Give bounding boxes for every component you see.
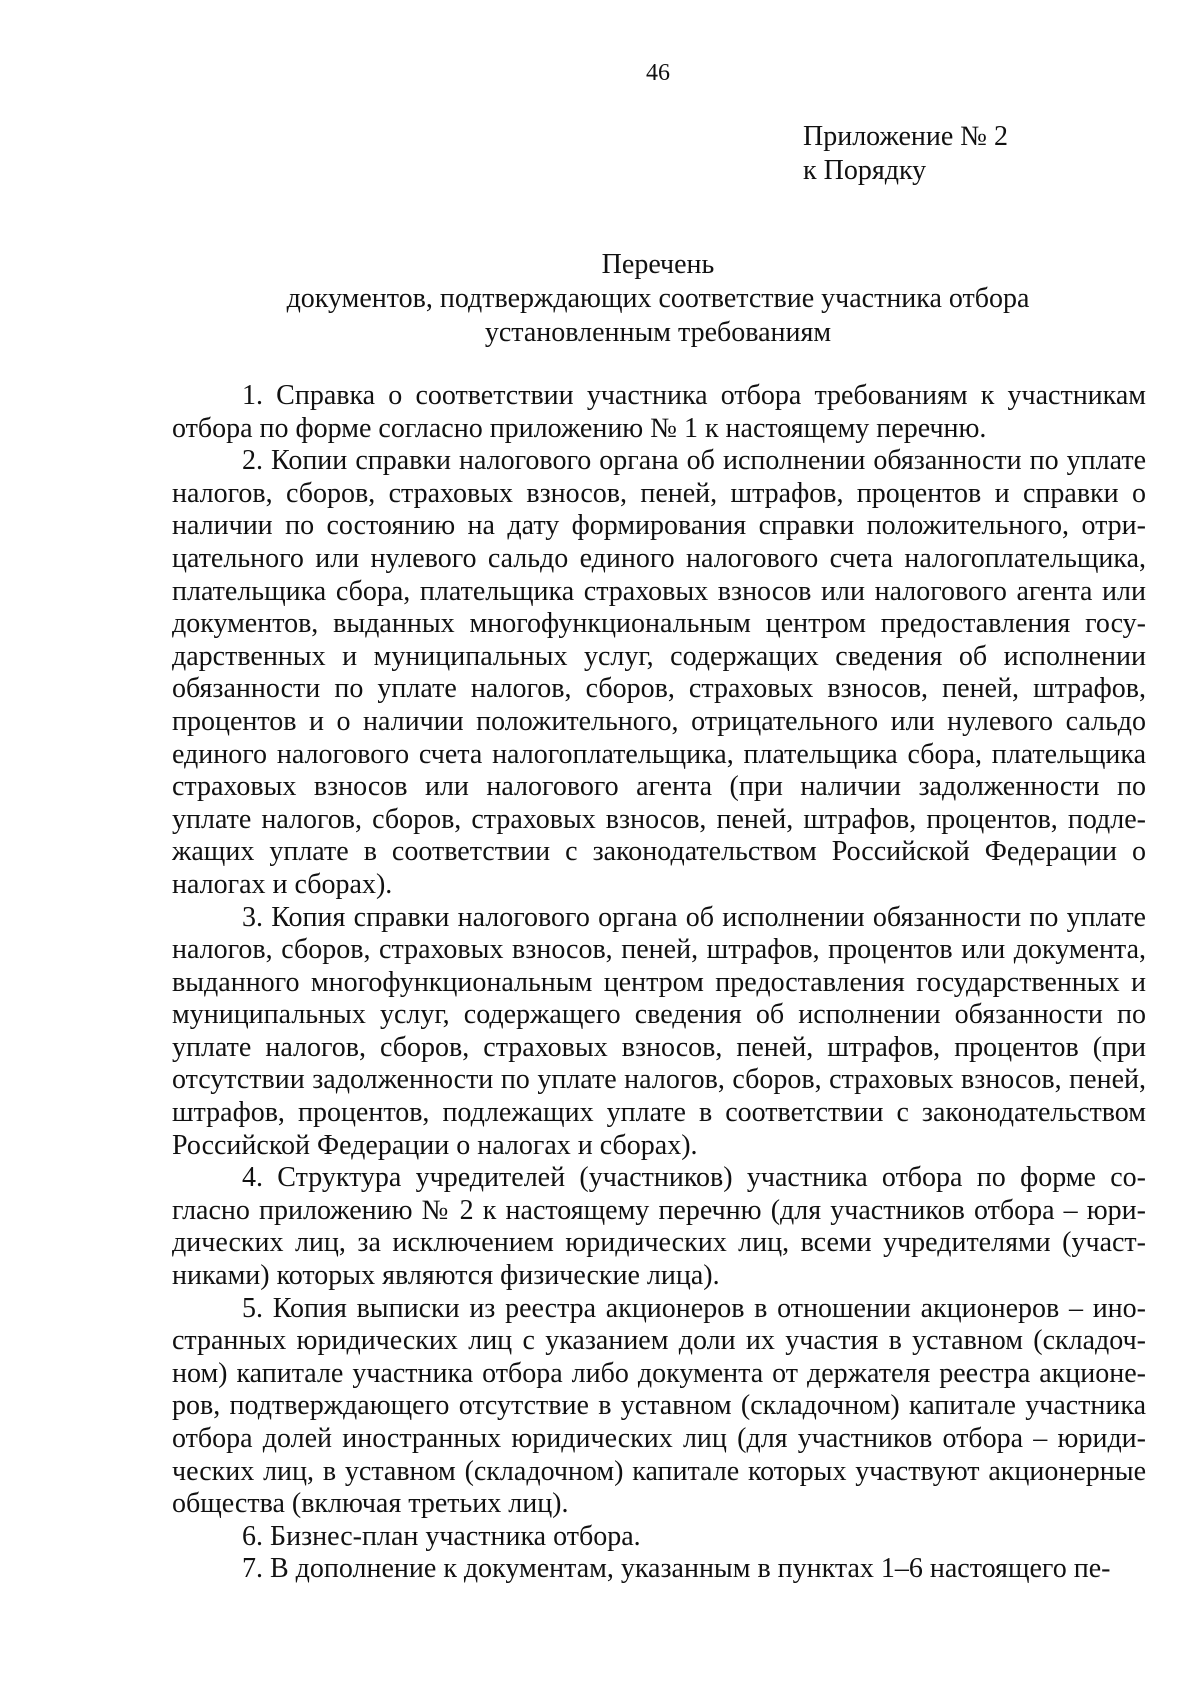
list-item-5: 5. Копия выписки из реестра акционеров в отношении акционеров – иностранных юридических лиц с указанием доли их участия в уставном (складочном) капитале участника отбора либо документа от держателя реестра акционеров, подтверждающего отсутствие в уставном (складочном) капитале участника отбора долей иностранных юридических лиц (для участников отбора – юридических лиц, в уставном (складочном) капитале которых участвуют акционерные общества (включая третьих лиц). (172, 1292, 1146, 1520)
document-body (172, 380, 1146, 1586)
title-line-2: документов, подтверждающих соответствие участника отбора (286, 283, 1030, 314)
title-line-1: Перечень (601, 249, 715, 280)
list-item-2: 2. Копии справки налогового органа об исполнении обязанности по уплате налогов, сборов, страховых взносов, пеней, штрафов, процентов и справки о наличии по состоянию на дату формирования справки положительного, отрицательного или нулевого сальдо единого налогового счета налогоплательщика, плательщика сбора, плательщика страховых взносов или налогового агента или документов, выданных многофункциональным центром предоставления государственных и муниципальных услуг, содержащих сведения об исполнении обязанности по уплате налогов, сборов, страховых взносов, пеней, штрафов, процентов и о наличии положительного, отрицательного или нулевого сальдо единого налогового счета налогоплательщика, плательщика сбора, плательщика страховых взносов или налогового агента (при наличии задолженности по уплате налогов, сборов, страховых взносов, пеней, штрафов, процентов, подлежащих уплате в соответствии с законодательством Российской Федерации о налогах и сборах). (172, 445, 1146, 900)
list-item-7: 7. В дополнение к документам, указанным в пунктах 1–6 настоящего пе- (242, 1553, 1111, 1585)
appendix-reference (803, 120, 1008, 188)
page-number: 46 (646, 60, 670, 86)
document-title (170, 248, 1146, 350)
list-item-4: 4. Структура учредителей (участников) участника отбора по форме согласно приложению № 2 к настоящему перечню (для участников отбора – юридических лиц, за исключением юридических лиц, всеми учредителями (участниками) которых являются физические лица). (172, 1162, 1146, 1292)
title-line-3: установленным требованиям (484, 317, 832, 348)
list-item-1: 1. Справка о соответствии участника отбора требованиям к участникам отбора по форме согласно приложению № 1 к настоящему перечню. (172, 380, 1146, 444)
list-item-6: 6. Бизнес-план участника отбора. (242, 1520, 641, 1552)
appendix-line-1: Приложение № 2 (803, 121, 1008, 152)
list-item-3: 3. Копия справки налогового органа об исполнении обязанности по уплате налогов, сборов, страховых взносов, пеней, штрафов, процентов или документа, выданного многофункциональным центром предоставления государственных и муниципальных услуг, содержащего сведения об исполнении обязанности по уплате налогов, сборов, страховых взносов, пеней, штрафов, процентов (при отсутствии задолженности по уплате налогов, сборов, страховых взносов, пеней, штрафов, процентов, подлежащих уплате в соответствии с законодательством Российской Федерации о налогах и сборах). (172, 901, 1146, 1161)
appendix-line-2: к Порядку (803, 155, 927, 186)
